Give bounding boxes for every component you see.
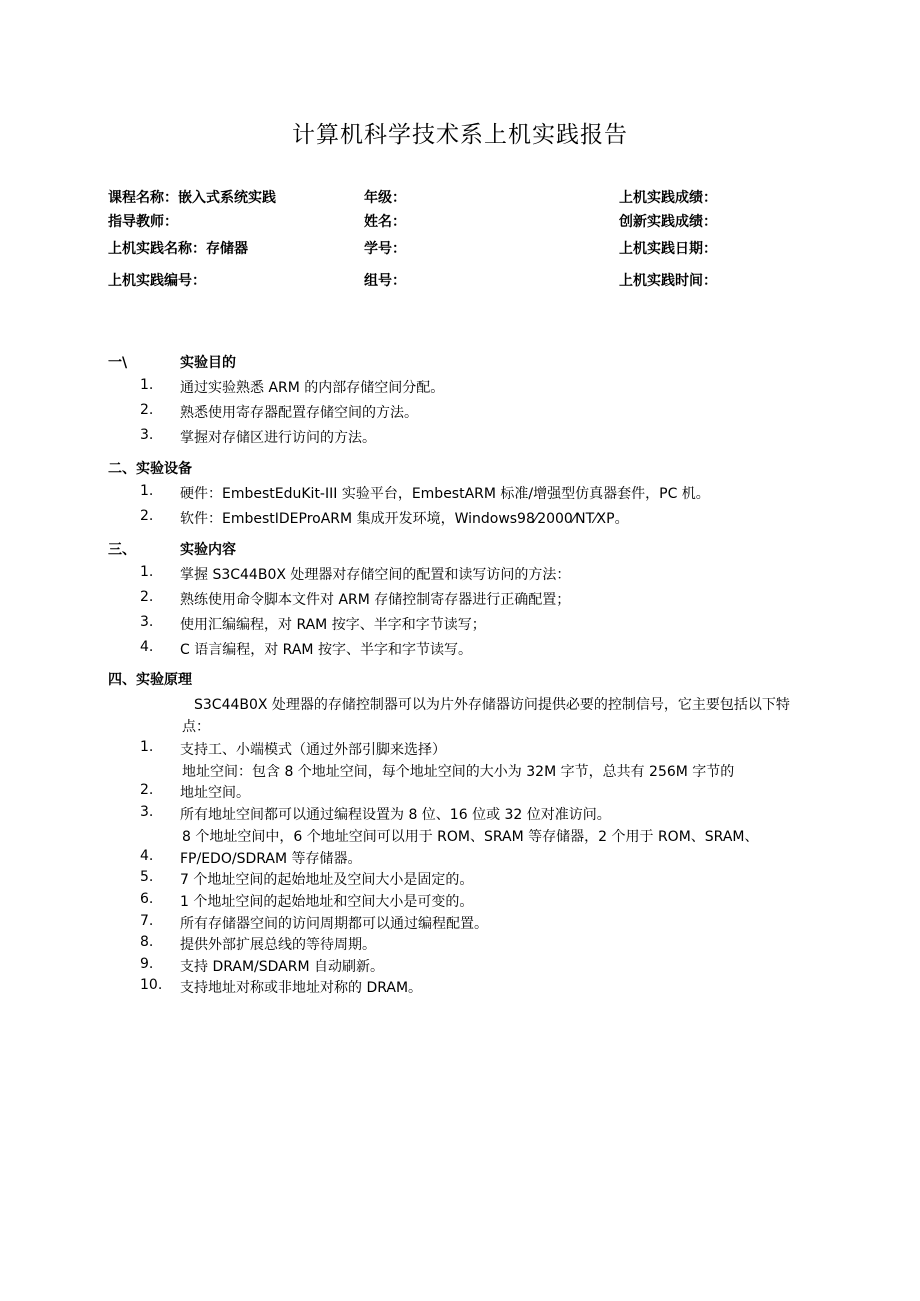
section-title: 实验目的 bbox=[180, 355, 236, 371]
list-item: 所有地址空间都可以通过编程设置为 8 位、16 位或 32 位对准访问。 bbox=[180, 807, 611, 823]
list-item-number: 2. bbox=[140, 589, 154, 605]
list-item: FP/EDO/SDRAM 等存储器。 bbox=[180, 851, 362, 867]
practice-score-label: 上机实践成绩： bbox=[619, 190, 717, 206]
innovation-score-label: 创新实践成绩： bbox=[619, 214, 717, 230]
section-title: 实验内容 bbox=[180, 542, 236, 558]
list-item: 地址空间：包含 8 个地址空间，每个地址空间的大小为 32M 字节，总共有 256M 字节的 bbox=[182, 764, 735, 780]
course-name: 课程名称：嵌入式系统实践 bbox=[108, 190, 276, 206]
list-item: 支持地址对称或非地址对称的 DRAM。 bbox=[180, 980, 423, 996]
list-item-number: 3. bbox=[140, 804, 154, 820]
student-name-label: 姓名： bbox=[364, 214, 406, 230]
practice-date-label: 上机实践日期： bbox=[619, 241, 717, 257]
group-number-label: 组号： bbox=[364, 273, 406, 289]
section-number: 一\ bbox=[108, 355, 128, 371]
list-item-number: 2. bbox=[140, 508, 154, 524]
section-heading: 四、实验原理 bbox=[108, 672, 192, 688]
list-item: 掌握对存储区进行访问的方法。 bbox=[180, 430, 376, 446]
list-item: 通过实验熟悉 ARM 的内部存储空间分配。 bbox=[180, 380, 445, 396]
list-item: 地址空间。 bbox=[180, 785, 250, 801]
list-item: 硬件：EmbestEduKit-III 实验平台，EmbestARM 标准/增强型仿真器套件，PC 机。 bbox=[180, 486, 710, 502]
list-item-number: 3. bbox=[140, 614, 154, 630]
list-item-number: 1. bbox=[140, 739, 154, 755]
list-item-number: 8. bbox=[140, 934, 154, 950]
paragraph-line: 点： bbox=[182, 719, 210, 735]
section-heading bbox=[108, 539, 236, 559]
list-item-number: 7. bbox=[140, 913, 154, 929]
page-title: 计算机科学技术系上机实践报告 bbox=[292, 122, 628, 148]
section-heading bbox=[108, 352, 236, 372]
list-item-number: 2. bbox=[140, 402, 154, 418]
instructor-label: 指导教师： bbox=[108, 214, 178, 230]
list-item: 支持 DRAM/SDARM 自动刷新。 bbox=[180, 959, 385, 975]
list-item-number: 4. bbox=[140, 848, 154, 864]
practice-number-label: 上机实践编号： bbox=[108, 273, 206, 289]
list-item: 8 个地址空间中，6 个地址空间可以用于 ROM、SRAM 等存储器，2 个用于 ROM、SRAM、 bbox=[182, 829, 759, 845]
list-item: 熟练使用命令脚本文件对 ARM 存储控制寄存器进行正确配置； bbox=[180, 592, 571, 608]
list-item: 7 个地址空间的起始地址及空间大小是固定的。 bbox=[180, 872, 474, 888]
list-item-number: 4. bbox=[140, 639, 154, 655]
list-item: 所有存储器空间的访问周期都可以通过编程配置。 bbox=[180, 916, 488, 932]
list-item: 1 个地址空间的起始地址和空间大小是可变的。 bbox=[180, 894, 474, 910]
section-number: 三、 bbox=[108, 542, 136, 558]
list-item-number: 1. bbox=[140, 377, 154, 393]
list-item: 使用汇编编程，对 RAM 按字、半字和字节读写； bbox=[180, 617, 486, 633]
grade-label: 年级： bbox=[364, 190, 406, 206]
list-item-number: 9. bbox=[140, 956, 154, 972]
list-item-number: 3. bbox=[140, 427, 154, 443]
list-item: 提供外部扩展总线的等待周期。 bbox=[180, 937, 376, 953]
student-id-label: 学号： bbox=[364, 241, 406, 257]
list-item-number: 5. bbox=[140, 869, 154, 885]
practice-name: 上机实践名称：存储器 bbox=[108, 241, 248, 257]
list-item: 掌握 S3C44B0X 处理器对存储空间的配置和读写访问的方法： bbox=[180, 567, 571, 583]
list-item-number: 1. bbox=[140, 564, 154, 580]
list-item-number: 2. bbox=[140, 782, 154, 798]
list-item-number: 1. bbox=[140, 483, 154, 499]
practice-time-label: 上机实践时间： bbox=[619, 273, 717, 289]
list-item: C 语言编程，对 RAM 按字、半字和字节读写。 bbox=[180, 642, 472, 658]
paragraph-line: S3C44B0X 处理器的存储控制器可以为片外存储器访问提供必要的控制信号，它主要包括以下特 bbox=[194, 697, 790, 713]
list-item: 熟悉使用寄存器配置存储空间的方法。 bbox=[180, 405, 418, 421]
list-item: 支持工、小端模式（通过外部引脚来选择） bbox=[180, 742, 446, 758]
section-heading: 二、实验设备 bbox=[108, 461, 192, 477]
list-item: 软件：EmbestIDEProARM 集成开发环境，Windows98⁄2000⁄NT⁄XP。 bbox=[180, 511, 629, 527]
list-item-number: 10. bbox=[140, 977, 163, 993]
list-item-number: 6. bbox=[140, 891, 154, 907]
